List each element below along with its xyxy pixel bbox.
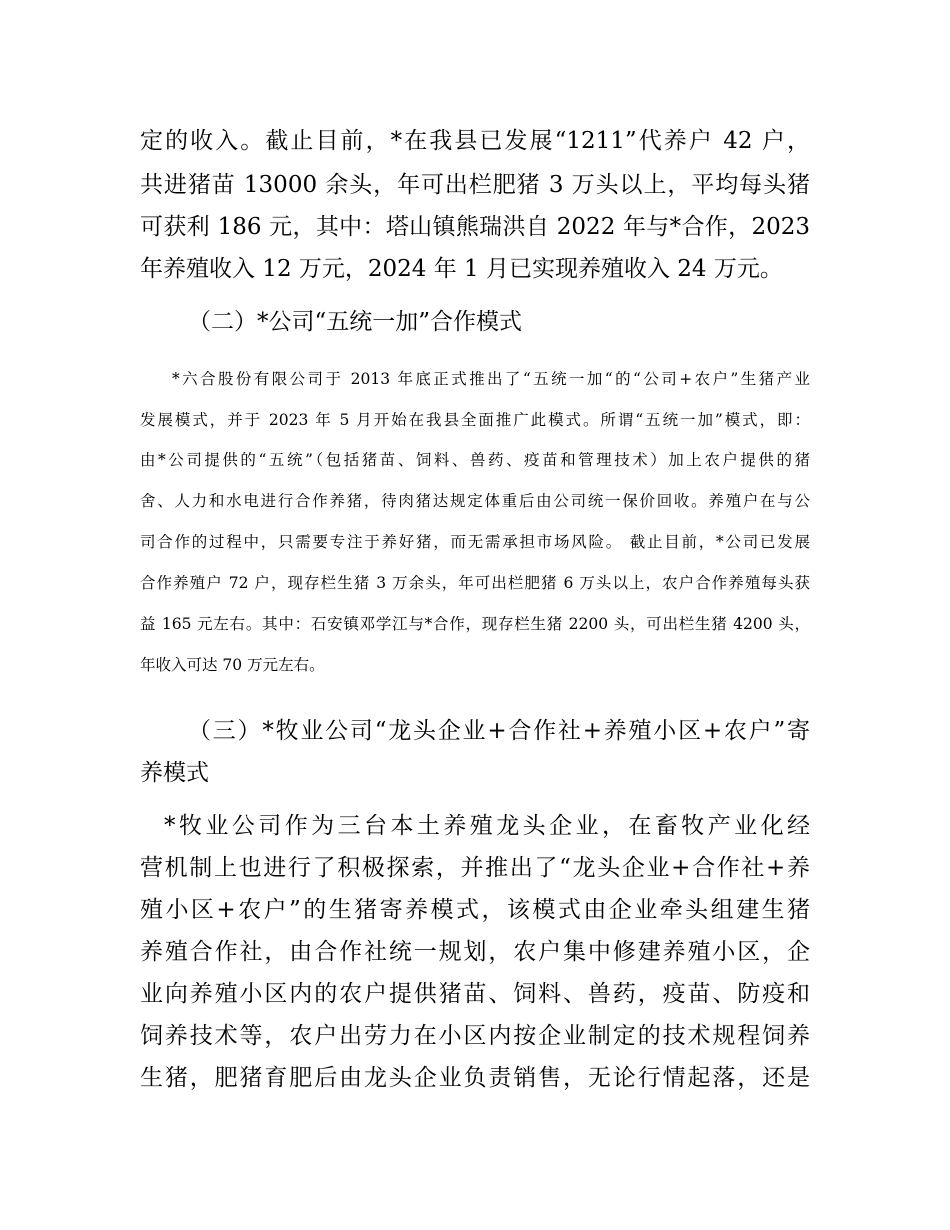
body-line: 益 165 元左右。其中：石安镇邓学江与*合作，现存栏生猪 2200 头，可出栏生猪 4200 头， [140, 615, 810, 633]
body-line: 发展模式，并于 2023 年 5 月开始在我县全面推广此模式。所谓“五统一加”模式，即： [140, 411, 810, 429]
body-line: 共进猪苗 13000 余头，年可出栏肥猪 3 万头以上，平均每头猪 [140, 172, 810, 198]
body-line: 由*公司提供的“五统”（包括猪苗、饲料、兽药、疫苗和管理技术）加上农户提供的猪 [140, 451, 810, 469]
body-line: *牧业公司作为三台本土养殖龙头企业，在畜牧产业化经 [164, 813, 810, 839]
body-line: 合作养殖户 72 户，现存栏生猪 3 万余头，年可出栏肥猪 6 万头以上，农户合作养殖每头获 [140, 574, 810, 592]
section-heading: （二）*公司“五统一加”合作模式 [188, 309, 523, 335]
body-line: 年养殖收入 12 万元，2024 年 1 月已实现养殖收入 24 万元。 [140, 256, 783, 282]
body-line: 司合作的过程中，只需要专注于养好猪，而无需承担市场风险。 截止目前，*公司已发展 [140, 533, 810, 551]
body-line: *六合股份有限公司于 2013 年底正式推出了“五统一加“的“公司+农户”生猪产业 [172, 370, 810, 388]
body-line: 定的收入。截止目前，*在我县已发展“1211”代养户 42 户， [140, 128, 810, 154]
body-line: 年收入可达 70 万元左右。 [140, 656, 325, 674]
section-heading: 养模式 [140, 760, 209, 786]
body-line: 生猪，肥猪育肥后由龙头企业负责销售，无论行情起落，还是 [140, 1065, 810, 1091]
body-line: 业向养殖小区内的农户提供猪苗、饲料、兽药，疫苗、防疫和 [140, 981, 810, 1007]
body-line: 殖小区+农户”的生猪寄养模式，该模式由企业牵头组建生猪 [140, 897, 810, 923]
section-heading: （三）*牧业公司“龙头企业+合作社+养殖小区+农户”寄 [188, 718, 810, 744]
body-line: 营机制上也进行了积极探索，并推出了“龙头企业+合作社+养 [140, 855, 810, 881]
body-line: 舍、人力和水电进行合作养猪，待肉猪达规定体重后由公司统一保价回收。养殖户在与公 [140, 492, 810, 510]
body-line: 养殖合作社，由合作社统一规划，农户集中修建养殖小区，企 [140, 939, 810, 965]
body-line: 可获利 186 元，其中：塔山镇熊瑞洪自 2022 年与*合作，2023 [140, 214, 810, 240]
body-line: 饲养技术等，农户出劳力在小区内按企业制定的技术规程饲养 [140, 1023, 810, 1049]
